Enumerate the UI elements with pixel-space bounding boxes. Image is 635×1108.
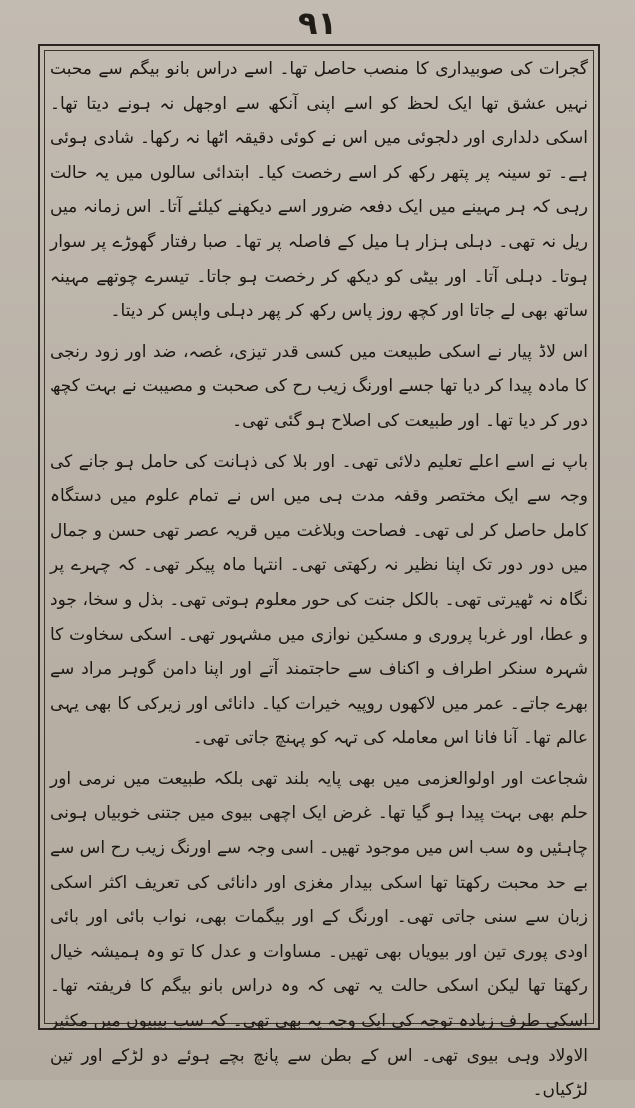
- paragraph-1: گجرات کی صوبیداری کا منصب حاصل تھا۔ اسے دراس بانو بیگم سے محبت نہیں عشق تھا ایک لحظ کو اسے اپنی آنکھ سے اوجھل نہ ہونے دیتا تھا۔ اسکی دلداری اور دلجوئی میں اس نے کوئی دقیقہ اٹھا نہ رکھا۔ شادی ہوئی ہے۔ تو سینہ پر پتھر رکھ کر اسے رخصت کیا۔ ابتدائی سالوں میں یہ حالت رہی کہ ہر مہینے میں ایک دفعہ ضرور اسے دیکھنے کیلئے آتا۔ اس زمانہ میں ریل نہ تھی۔ دہلی ہزار ہا میل کے فاصلہ پر تھا۔ صبا رفتار گھوڑے پر سوار ہوتا۔ دہلی آتا۔ اور بیٹی کو دیکھ کر رخصت ہو جاتا۔ تیسرے چوتھے مہینہ ساتھ بھی لے جاتا اور کچھ روز پاس رکھ کر پھر دہلی واپس کر دیتا۔: [50, 59, 588, 322]
- paragraph-3: باپ نے اسے اعلے تعلیم دلائی تھی۔ اور بلا کی ذہانت کی حامل ہو جانے کی وجہ سے ایک مختصر وقفہ مدت ہی میں اس نے تمام علوم میں دستگاہ کامل حاصل کر لی تھی۔ فصاحت وبلاغت میں قریہ عصر تھی حسن و جمال میں دور دور تک اپنا نظیر نہ رکھتی تھی۔ انتہا ماہ پیکر تھی۔ کہ چہرے پر نگاہ نہ ٹھیرتی تھی۔ بالکل جنت کی حور معلوم ہوتی تھی۔ بذل و سخا، جود و عطا، اور غربا پروری و مسکین نوازی میں مشہور تھی۔ اسکی سخاوت کا شہرہ سنکر اطراف و اکناف سے حاجتمند آتے اور اپنا دامن گوہر مراد سے بھرے جاتے۔ عمر میں لاکھوں روپیہ خیرات کیا۔ دانائی اور زیرکی کا بھی یہی عالم تھا۔ آنا فانا اس معاملہ کی تہہ کو پہنچ جاتی تھی۔: [50, 451, 588, 749]
- page-body-text: [50, 52, 588, 1101]
- paragraph-4: شجاعت اور اولوالعزمی میں بھی پایہ بلند تھی بلکہ طبیعت میں نرمی اور حلم بھی بہت پیدا ہو گیا تھا۔ غرض ایک اچھی بیوی میں جتنی خوبیاں ہونی چاہئیں وہ سب اس میں موجود تھیں۔ اسی وجہ سے اورنگ زیب رح اس سے بے حد محبت رکھتا تھا اسکی بیدار مغزی اور دانائی کی تعریف اکثر اسکی زبان سے سنی جاتی تھی۔ اورنگ کے اور بیگمات بھی، نواب بائی اور بائی اودی پوری تین اور بیویاں بھی تھیں۔ مساوات و عدل کا تو وہ ہمیشہ خیال رکھتا تھا لیکن اسکی حالت یہ تھی کہ وہ دراس بانو بیگم کا فریفتہ تھا۔ اسکی طرف زیادہ توجہ کی ایک وجہ یہ بھی تھی۔ کہ سب بیبیوں میں مکثیر الاولاد وہی بیوی تھی۔ اس کے بطن سے پانچ بچے ہوئے دو لڑکے اور تین لڑکیاں۔: [50, 768, 588, 1101]
- page-number: ۹۱: [297, 4, 338, 42]
- paragraph-2: اس لاڈ پیار نے اسکی طبیعت میں کسی قدر تیزی، غصہ، ضد اور زود رنجی کا مادہ پیدا کر دیا تھا جسے اورنگ زیب رح کی صحبت و مصیبت نے بہت کچھ دور کر دیا تھا۔ اور طبیعت کی اصلاح ہو گئی تھی۔: [50, 341, 588, 431]
